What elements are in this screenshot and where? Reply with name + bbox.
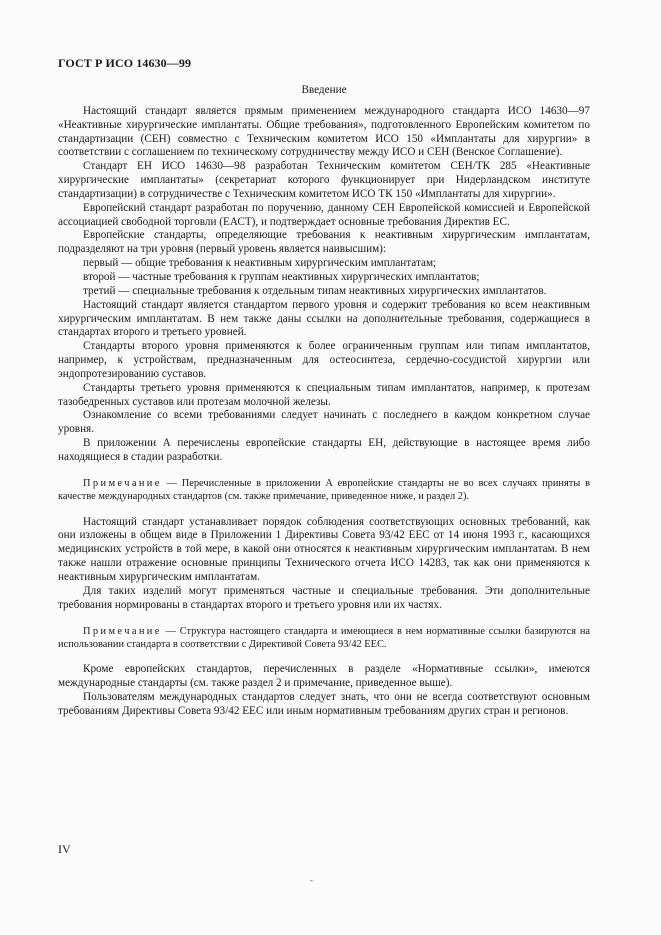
note-label: Примечание [83, 477, 162, 489]
paragraph-6: Стандарты второго уровня применяются к более ограниченным группам или типам имплантатов, например, к устройствам, предназначенным для остеосинтеза, сердечно-сосудистой хирургии или эндопротезированию суставов. [58, 340, 590, 380]
paragraph-12: Кроме европейских стандартов, перечисленных в разделе «Нормативные ссылки», имеются международные стандарты (см. также раздел 2 и примечание, приведенное выше). [58, 663, 590, 690]
paragraph-13: Пользователям международных стандартов следует знать, что они не всегда соответствуют основным требованиям Директивы Совета 93/42 ЕЕС или иным нормативным требованиям других стран и регионов. [58, 691, 590, 717]
introduction-section [58, 84, 590, 719]
note-1-text: — Перечисленные в приложении А европейские стандарты не во всех случаях приняты в качестве международных стандартов (см. также примечание, приведенное ниже, и раздел 2). [58, 477, 590, 503]
paragraph-4: Европейские стандарты, определяющие требования к неактивным хирургическим имплантатам, подразделяют на три уровня (первый уровень является наивысшим): [58, 229, 590, 256]
level-item-1: первый — общие требования к неактивным хирургическим имплантатам; [83, 257, 437, 270]
level-item-3: третий — специальные требования к отдельным типам неактивных хирургических имплантатов. [83, 284, 547, 297]
paragraph-3: Европейский стандарт разработан по поручению, данному СЕН Европейской комиссией и Европейской ассоциацией свободной торговли (ЕАСТ), и подтверждает основные требования Директив ЕС. [58, 201, 590, 228]
paragraph-8: Ознакомление со всеми требованиями следует начинать с последнего в каждом конкретном случае уровня. [58, 409, 590, 436]
level-item-2: второй — частные требования к группам неактивных хирургических имплантатов; [83, 270, 480, 283]
note-2 [58, 625, 590, 652]
note-2-text: — Структура настоящего стандарта и имеющиеся в нем нормативные ссылки базируются на использовании стандарта в соответствии с Директивой Совета 93/42 ЕЕС. [58, 625, 590, 650]
paragraph-7: Стандарты третьего уровня применяются к специальным типам имплантатов, например, к протезам тазобедренных суставов или протезам молочной железы. [58, 381, 590, 408]
note-1 [58, 477, 590, 504]
note-label: Примечание [83, 625, 162, 637]
paragraph-5: Настоящий стандарт является стандартом первого уровня и содержит требования ко всем неактивным хирургическим имплантатам. В нем также даны ссылки на дополнительные требования, содержащиеся в стандартах второго и третьего уровней. [58, 298, 590, 339]
paragraph-9: В приложении А перечислены европейские стандарты ЕН, действующие в настоящее время либо находящиеся в стадии разработки. [58, 437, 590, 463]
document-header: ГОСТ Р ИСО 14630—99 [58, 56, 192, 70]
paragraph-11: Для таких изделий могут применяться частные и специальные требования. Эти дополнительные требования нормированы в стандартах второго и третьего уровня или их частях. [58, 584, 590, 611]
section-title: Введение [301, 84, 347, 96]
footer-mark: - [310, 875, 313, 885]
paragraph-10: Настоящий стандарт устанавливает порядок соблюдения соответствующих основных требований, как они изложены в общем виде в Приложении 1 Директивы Совета 93/42 ЕЕС от 14 июня 1993 г., касающихся медицинских устройств в той мере, в какой они относятся к неактивным хирургическим имплантатам. В нем также нашли отражение основные принципы Технического отчета ИСО 14283, так как они применяются к неактивным хирургическим имплантатам. [58, 515, 590, 583]
paragraph-1: Настоящий стандарт является прямым применением международного стандарта ИСО 14630—97 «Неактивные хирургические имплантаты. Общие требования», подготовленного Европейским комитетом по стандартизации (СЕН) совместно с Техническим комитетом ИСО 150 «Имплантаты для хирургии» в соответствии с соглашением по техническому сотрудничеству между ИСО и СЕН (Венское Соглашение). [58, 104, 590, 159]
page-number: IV [58, 842, 71, 856]
paragraph-2: Стандарт ЕН ИСО 14630—98 разработан Техническим комитетом СЕН/ТК 285 «Неактивные хирургические имплантаты» (секретариат которого функционирует при Нидерландском институте стандартизации) в сотрудничестве с Техническим комитетом ИСО ТК 150 «Имплантаты для хирургии». [58, 160, 590, 200]
